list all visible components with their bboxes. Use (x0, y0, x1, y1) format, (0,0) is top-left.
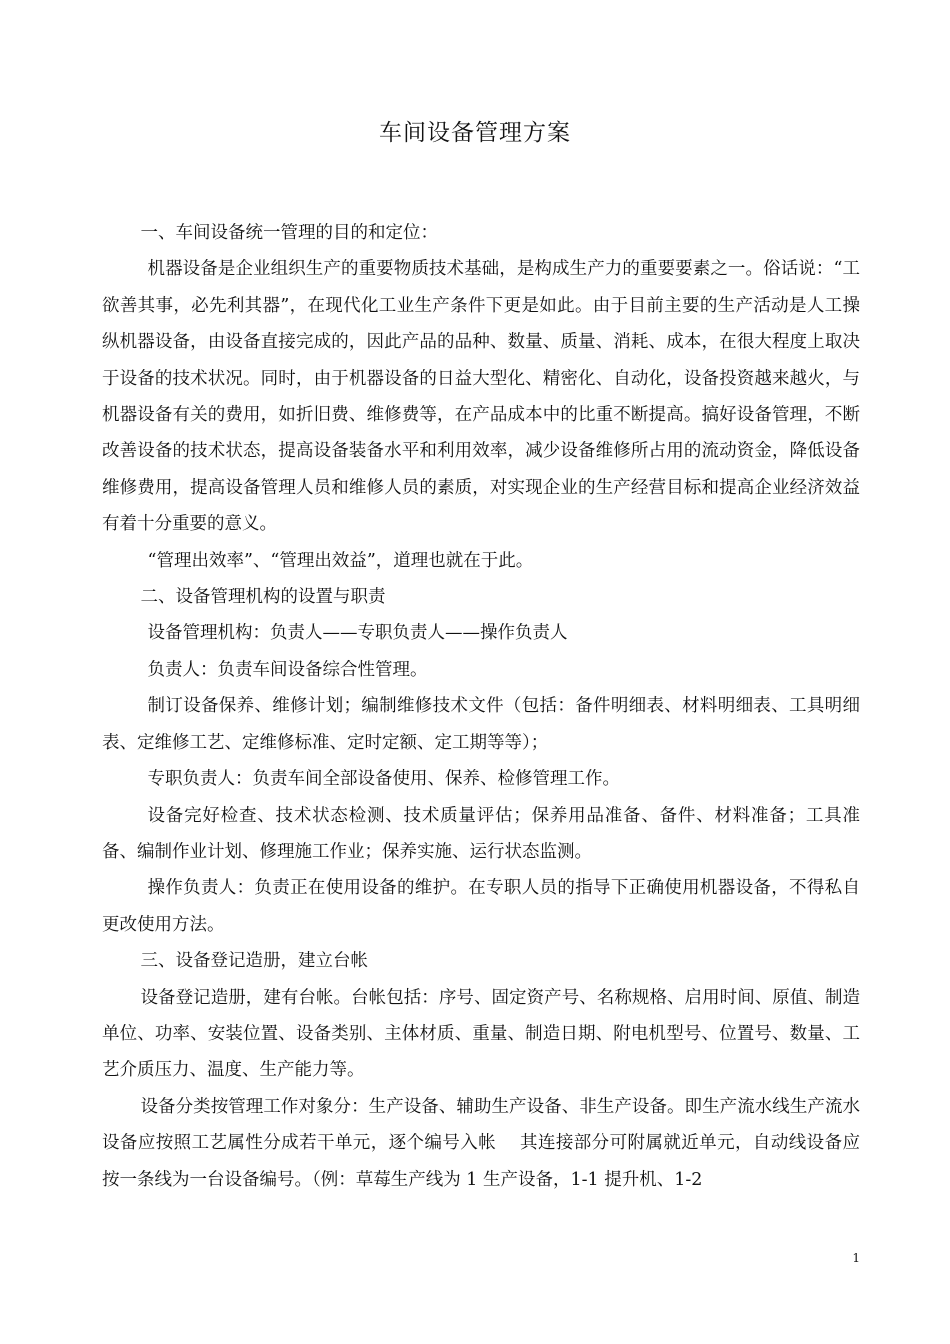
section-heading-1: 一、车间设备统一管理的目的和定位： (140, 223, 438, 243)
page-number: 1 (852, 1251, 860, 1265)
document-body (102, 215, 860, 1198)
paragraph-head-duty: 负责人：负责车间设备综合性管理。 (147, 659, 428, 680)
paragraph-ledger: 设备登记造册，建有台帐。台帐包括：序号、固定资产号、名称规格、启用时间、原值、制造单位、功率、安装位置、设备类别、主体材质、重量、制造日期、附电机型号、位置号、数量、工艺介质压力、温度、生产能力等。 (102, 987, 860, 1081)
section-heading-3: 三、设备登记造册，建立台帐 (140, 951, 368, 972)
paragraph-plan-docs: 制订设备保养、维修计划；编制维修技术文件（包括：备件明细表、材料明细表、工具明细表、定维修工艺、定维修标准、定时定额、定工期等等）； (102, 696, 860, 753)
paragraph-org-structure: 设备管理机构：负责人——专职负责人——操作负责人 (147, 623, 568, 644)
paragraph-purpose: 机器设备是企业组织生产的重要物质技术基础，是构成生产力的重要要素之一。俗话说：“工欲善其事，必先利其器”，在现代化工业生产条件下更是如此。由于目前主要的生产活动是人工操纵机器设备，由设备直接完成的，因此产品的品种、数量、质量、消耗、成本，在很大程度上取决于设备的技术状况。同时，由于机器设备的日益大型化、精密化、自动化，设备投资越来越火，与机器设备有关的费用，如折旧费、维修费等，在产品成本中的比重不断提高。搞好设备管理，不断改善设备的技术状态，提高设备装备水平和利用效率，减少设备维修所占用的流动资金，降低设备维修费用，提高设备管理人员和维修人员的素质，对实现企业的生产经营目标和提高企业经济效益有着十分重要的意义。 (102, 259, 860, 535)
paragraph-inspection-tasks: 设备完好检查、技术状态检测、技术质量评估；保养用品准备、备件、材料准备；工具准备、编制作业计划、修理施工作业；保养实施、运行状态监测。 (102, 805, 860, 862)
paragraph-operator-duty: 操作负责人：负责正在使用设备的维护。在专职人员的指导下正确使用机器设备，不得私自更改使用方法。 (102, 878, 860, 935)
document-title: 车间设备管理方案 (379, 120, 571, 146)
paragraph-classification: 设备分类按管理工作对象分：生产设备、辅助生产设备、非生产设备。即生产流水线生产流水设备应按照工艺属性分成若干单元，逐个编号入帐 其连接部分可附属就近单元，自动线设备应按一条线为一台设备编号。（例：草莓生产线为 1 生产设备，1-1 提升机、1-2 (102, 1096, 860, 1190)
paragraph-dedicated-duty: 专职负责人：负责车间全部设备使用、保养、检修管理工作。 (147, 769, 620, 790)
paragraph-quote: “管理出效率”、“管理出效益”，道理也就在于此。 (147, 550, 534, 571)
section-heading-2: 二、设备管理机构的设置与职责 (140, 587, 386, 608)
